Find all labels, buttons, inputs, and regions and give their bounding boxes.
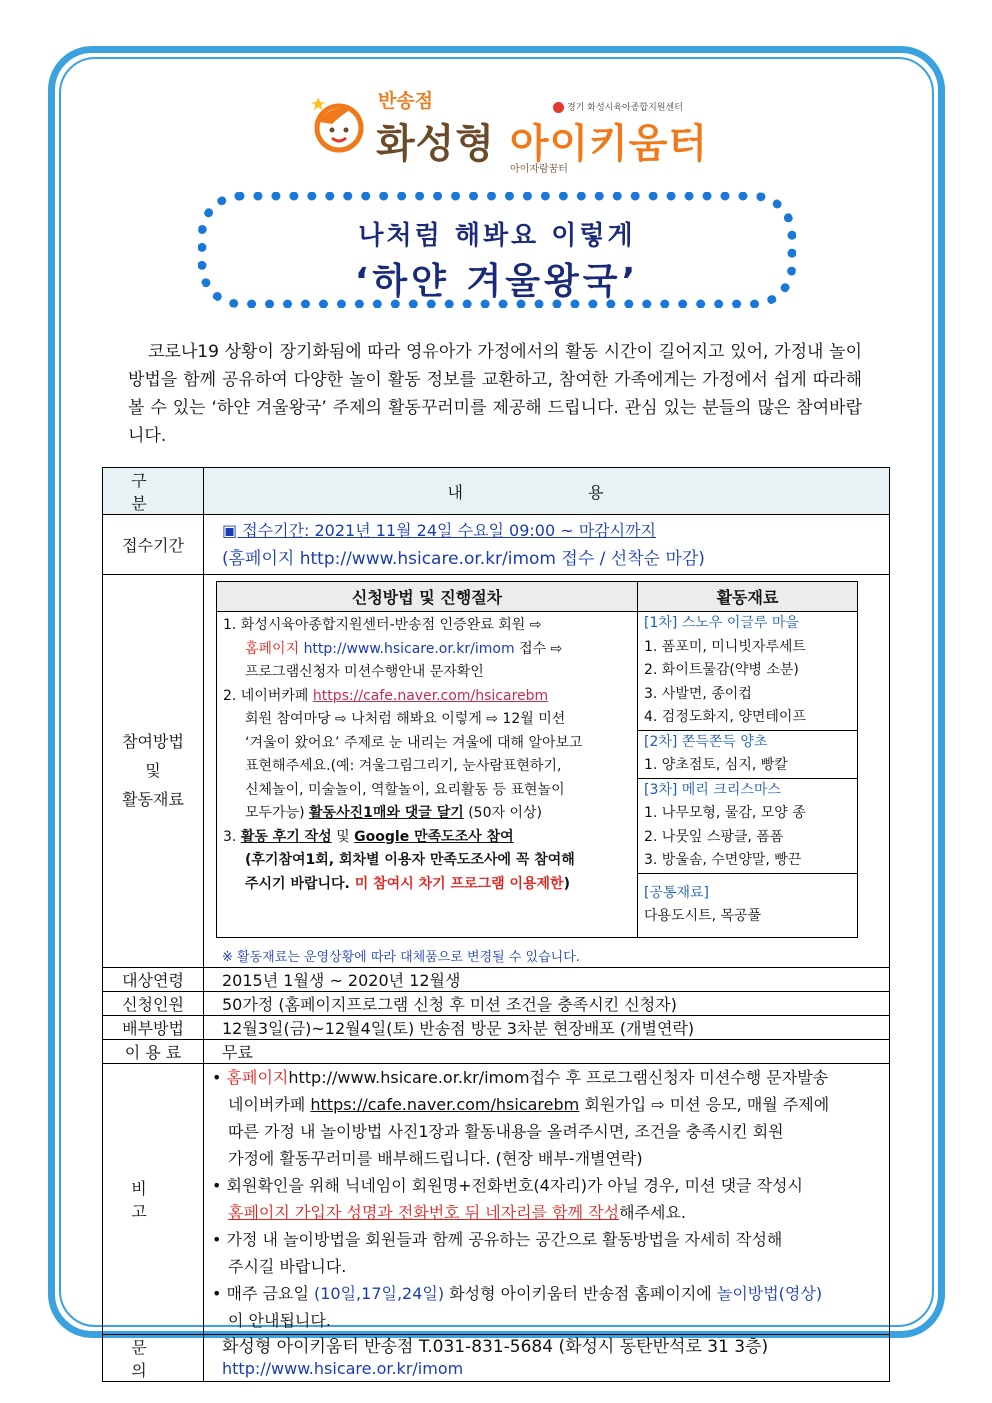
- method-step-3c: [223, 873, 631, 897]
- logo-title-brand: 아이키움터: [509, 121, 709, 167]
- remark-2b-highlight: 홈페이지 가입자 성명과 전화번호 뒤 네자리를 함께 작성: [228, 1202, 620, 1222]
- materials-session-3-item: 2. 나뭇잎 스팡클, 폼폼: [644, 828, 784, 845]
- logo: [310, 86, 709, 176]
- count-value: 50가정 (홈페이지프로그램 신청 후 미션 조건을 충족시킨 신청자): [204, 991, 890, 1015]
- age-value: 2015년 1월생 ~ 2020년 12월생: [204, 967, 890, 991]
- remark-4-dates: (10일,17일,24일): [314, 1283, 445, 1303]
- restriction-warning: 미 참여시 차기 프로그램 이용제한: [354, 875, 564, 892]
- distribution-value: 12월3일(금)~12월4일(토) 반송점 방문 3차분 현장배포 (개별연락): [204, 1015, 890, 1039]
- center-name: 경기 화성시육아종합지원센터: [567, 103, 683, 113]
- method-step-3c-tail: ): [563, 875, 570, 892]
- remark-1b-tail: 회원가입 ⇨ 미션 응모, 매월 주제에: [584, 1094, 830, 1114]
- materials-list: [638, 612, 858, 938]
- method-materials-table: [216, 581, 858, 938]
- header-content: 내 용: [204, 468, 890, 515]
- table-row-distribution: [103, 1015, 890, 1039]
- materials-session-1-item: 4. 검정도화지, 양면테이프: [644, 709, 806, 725]
- method-step-3-num: 3.: [223, 828, 237, 845]
- contact-cell: [204, 1334, 890, 1381]
- logo-branch-name: 반송점: [378, 90, 434, 112]
- contact-label: 문 의: [103, 1334, 204, 1381]
- remark-cafe-word: 네이버카페: [228, 1094, 306, 1114]
- reception-label: 접수기간: [103, 515, 204, 575]
- method-header: 신청방법 및 진행절차: [217, 582, 638, 612]
- materials-session-3-item: 3. 방울솜, 수면양말, 빵끈: [644, 852, 802, 868]
- logo-title-city: 화성형: [376, 121, 495, 167]
- title-line-1: 나처럼 해봐요 이렇게: [358, 221, 636, 251]
- method-step-2f-tail: (50자 이상): [468, 805, 542, 821]
- remark-2: • 회원확인을 위해 닉네임이 회원명+전화번호(4자리)가 아닐 경우, 미션 댓글 작성시: [212, 1175, 803, 1195]
- participation-label: [103, 575, 204, 968]
- remark-homepage-link[interactable]: http://www.hsicare.or.kr/imom: [288, 1067, 530, 1087]
- logo-subtitle: 아이자람꿈터: [510, 164, 568, 175]
- cafe-link[interactable]: https://cafe.naver.com/hsicarebm: [312, 687, 549, 704]
- remark-3: • 가정 내 놀이방법을 회원들과 함께 공유하는 공간으로 활동방법을 자세히 작성해: [212, 1229, 783, 1249]
- header-category: 구 분: [103, 468, 204, 515]
- remark-4b: 이 안내됩니다.: [228, 1310, 331, 1330]
- survey-requirement: Google 만족도조사 참여: [354, 828, 514, 845]
- remarks-label: 비 고: [103, 1063, 204, 1334]
- method-step-2c: ‘겨울이 왔어요’ 주제로 눈 내리는 겨울에 대해 알아보고: [245, 734, 583, 751]
- reception-period: ▣ 접수기간: 2021년 11월 24일 수요일 09:00 ~ 마감시까지: [222, 520, 656, 540]
- remark-1: • 홈페이지http://www.hsicare.or.kr/imom접수 후 프로그램신청자 미션수행 문자발송: [212, 1067, 829, 1087]
- materials-common-title: [공통재료]: [644, 884, 710, 901]
- center-logo: [553, 100, 683, 113]
- materials-note: ※ 활동재료는 운영상황에 따라 대체품으로 변경될 수 있습니다.: [222, 949, 580, 965]
- contact-url[interactable]: http://www.hsicare.or.kr/imom: [222, 1358, 464, 1378]
- remark-2b: [212, 1199, 889, 1226]
- method-step-2d: 표현해주세요.(예: 겨울그림그리기, 눈사람표현하기,: [245, 758, 562, 774]
- fee-value: 무료: [204, 1039, 890, 1063]
- participation-label-1: 참여방법: [122, 732, 184, 752]
- method-step-2b: 회원 참여마당 ⇨ 나처럼 해봐요 이렇게 ⇨ 12월 미션: [245, 711, 566, 727]
- materials-header: 활동재료: [638, 582, 858, 612]
- remark-1-tail: 접수 후 프로그램신청자 미션수행 문자발송: [529, 1067, 829, 1087]
- reception-cell: [204, 515, 890, 575]
- materials-session-1-item: 1. 폼포미, 미니빗자루세트: [644, 638, 806, 655]
- materials-common-items: 다용도시트, 목공풀: [644, 908, 762, 924]
- method-step-3-and: 및: [336, 828, 350, 845]
- reception-site: (홈페이지 http://www.hsicare.or.kr/imom 접수 / 선착순 마감): [222, 548, 705, 569]
- method-step-1b-tail: 접수 ⇨: [519, 640, 563, 657]
- table-row-contact: [103, 1334, 890, 1381]
- age-label: 대상연령: [103, 967, 204, 991]
- method-step-1b: [223, 638, 631, 662]
- method-list: [217, 612, 638, 938]
- table-row-age: [103, 967, 890, 991]
- photo-comment-requirement: 활동사진1매와 댓글 달기: [309, 805, 464, 821]
- materials-session-3: [638, 778, 857, 873]
- remark-1c: 따른 가정 내 놀이방법 사진1장과 활동내용을 올려주시면, 조건을 충족시킨 회원: [228, 1121, 784, 1141]
- remark-homepage-word: 홈페이지: [226, 1067, 289, 1087]
- materials-session-1-item: 3. 사발면, 종이컵: [644, 685, 752, 702]
- remark-4-video: 놀이방법(영상): [716, 1283, 823, 1303]
- contact-info: 화성형 아이키움터 반송점 T.031-831-5684 (화성시 동탄반석로 31 3층): [222, 1336, 769, 1357]
- intro-text: 코로나19 상황이 장기화됨에 따라 영유아가 가정에서의 활동 시간이 길어지고 있어, 가정내 놀이방법을 함께 공유하여 다양한 놀이 활동 정보를 교환하고, 참여한 가족에게는 가정에서 쉽게 따라해 볼 수 있는 ‘하얀 겨울왕국’ 주제의 활동꾸러미를 제공해 드립니다. 관심 있는 분들의 많은 참여바랍니다.: [128, 342, 862, 446]
- info-table: [102, 467, 890, 1382]
- materials-session-2-title: [2차] 쫀득쫀득 양초: [644, 733, 768, 750]
- distribution-label: 배부방법: [103, 1015, 204, 1039]
- participation-label-3: 활동재료: [122, 790, 184, 810]
- participation-cell: [204, 575, 890, 968]
- table-row-remarks: [103, 1063, 890, 1334]
- materials-session-3-title: [3차] 메리 크리스마스: [644, 781, 781, 798]
- center-logo-icon: [553, 102, 564, 113]
- remark-3-text: 가정 내 놀이방법을 회원들과 함께 공유하는 공간으로 활동방법을 자세히 작성해: [226, 1229, 783, 1249]
- method-step-3b: (후기참여1회, 회차별 이용자 만족도조사에 꼭 참여해: [245, 852, 575, 868]
- method-step-1c: 프로그램신청자 미션수행안내 문자확인: [245, 664, 484, 680]
- remark-cafe-link[interactable]: https://cafe.naver.com/hsicarebm: [310, 1094, 580, 1114]
- table-row-participation: [103, 575, 890, 968]
- remark-1d: 가정에 활동꾸러미를 배부해드립니다. (현장 배부-개별연락): [228, 1148, 643, 1168]
- materials-session-1-item: 2. 화이트물감(약병 소분): [644, 662, 799, 678]
- method-step-3c-head: 주시기 바랍니다.: [245, 875, 350, 892]
- remarks-cell: [204, 1063, 890, 1334]
- method-step-2f-head: 모두가능): [245, 805, 305, 821]
- method-step-3: [223, 826, 631, 850]
- participation-label-2: 및: [145, 761, 161, 781]
- fee-label: 이 용 료: [103, 1039, 204, 1063]
- count-label: 신청인원: [103, 991, 204, 1015]
- method-step-2: [223, 685, 631, 709]
- title-box: [198, 192, 796, 308]
- table-row-fee: [103, 1039, 890, 1063]
- table-row-reception: [103, 515, 890, 575]
- materials-session-2-item: 1. 양초점토, 심지, 빵칼: [644, 757, 788, 773]
- remark-2b-tail: 해주세요.: [619, 1202, 687, 1222]
- title-line-2: ‘하얀 겨울왕국’: [354, 261, 640, 302]
- table-header-row: [103, 468, 890, 515]
- review-requirement: 활동 후기 작성: [240, 828, 332, 845]
- method-step-2f: [223, 802, 631, 826]
- table-row-count: [103, 991, 890, 1015]
- materials-session-1-title: [1차] 스노우 이글루 마을: [644, 615, 799, 631]
- child-face-logo-icon: [310, 96, 368, 154]
- materials-session-3-item: 1. 나무모형, 물감, 모양 종: [644, 805, 806, 821]
- method-step-1: 1. 화성시육아종합지원센터-반송점 인증완료 회원 ⇨: [223, 617, 542, 633]
- remark-1b: [212, 1091, 889, 1118]
- remark-4-mid: 화성형 아이키움터 반송점 홈페이지에: [449, 1283, 712, 1303]
- method-step-2e: 신체놀이, 미술놀이, 역할놀이, 요리활동 등 표현놀이: [245, 781, 565, 798]
- remark-2-text: 회원확인을 위해 닉네임이 회원명+전화번호(4자리)가 아닐 경우, 미션 댓글 작성시: [226, 1175, 803, 1195]
- method-step-2-head: 2. 네이버카페: [223, 687, 309, 704]
- intro-paragraph: [128, 338, 862, 450]
- remark-4-head: 매주 금요일: [226, 1283, 309, 1303]
- remark-3b: 주시길 바랍니다.: [228, 1256, 347, 1276]
- materials-session-2: [638, 730, 857, 778]
- homepage-link[interactable]: http://www.hsicare.or.kr/imom: [303, 640, 515, 657]
- homepage-word: 홈페이지: [245, 640, 300, 657]
- remark-4: • 매주 금요일 (10일,17일,24일) 화성형 아이키움터 반송점 홈페이지에 놀이방법(영상): [212, 1283, 823, 1303]
- materials-common: [638, 873, 857, 937]
